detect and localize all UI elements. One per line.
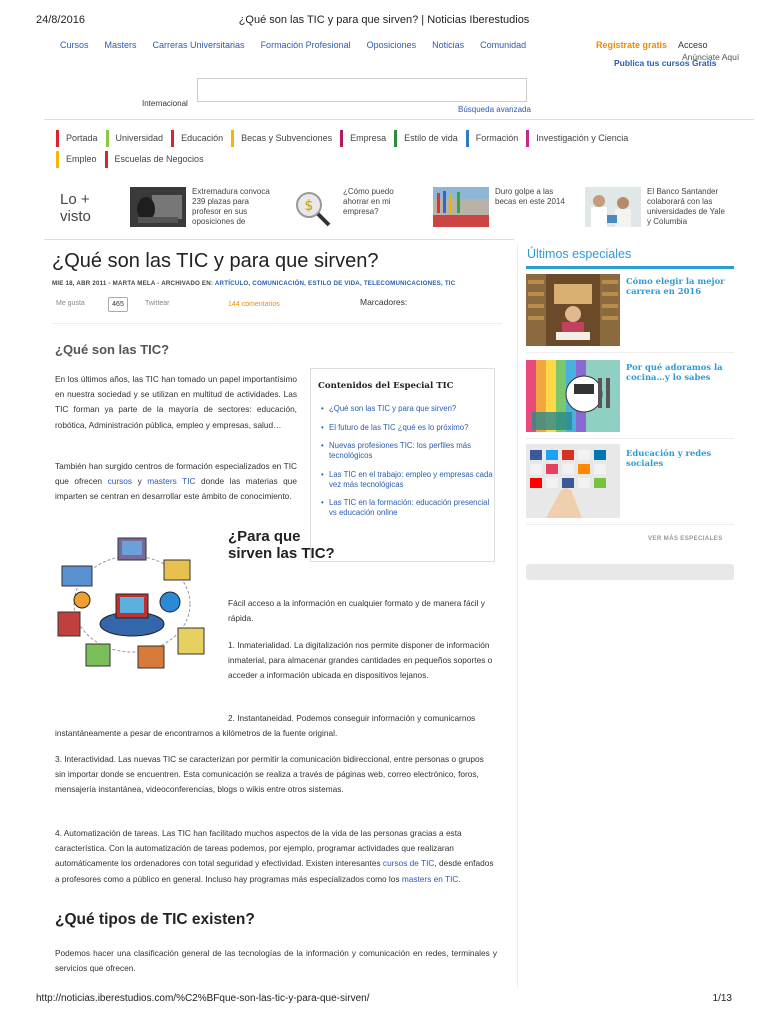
heading-para-que-sirven: ¿Para que sirven las TIC?	[228, 528, 335, 562]
lo-mas-visto-item[interactable]: Extremadura convoca 239 plazas para profesor en sus oposiciones de	[192, 187, 270, 226]
paragraph-facil-acceso: Fácil acceso a la información en cualquier formato y de manera fácil y rápida.	[228, 598, 485, 624]
article-byline: MIE 18, ABR 2011 - MARTA MELA - ARCHIVADO EN:	[52, 280, 215, 287]
heading-tipos-tic: ¿Qué tipos de TIC existen?	[55, 911, 255, 928]
category-educacion[interactable]: Educación	[171, 130, 231, 147]
thumb-extremadura[interactable]	[130, 187, 186, 227]
tic-network-illustration	[52, 532, 212, 672]
paragraph-text: donde las materias que imparten se centran en desarrollar este ámbito de conocimiento.	[55, 476, 297, 502]
sidebar-divider	[517, 244, 518, 989]
print-title: ¿Qué son las TIC y para que sirven? | Noticias Iberestudios	[238, 14, 530, 26]
toc-item[interactable]: • ¿Qué son las TIC y para que sirven?	[321, 404, 493, 414]
thumb-santander[interactable]	[585, 187, 641, 227]
paragraph-text: y	[132, 476, 148, 487]
sidebar-separator	[526, 524, 734, 525]
paragraph-text: También han surgido centros de formación especializados en TIC que ofrecen	[55, 461, 297, 487]
paragraph-text: , desde enfados a profesores como a público en general. Incluso hay programas más especializados como los	[55, 858, 494, 884]
toc-item[interactable]: • Las TIC en el trabajo: empleo y empresas cada vez más tecnológicas	[321, 470, 493, 490]
print-date: 24/8/2016	[36, 14, 85, 26]
paragraph-intro: En los últimos años, las TIC han tomado un papel importantísimo en nuestra sociedad y se utilizan en multitud de actividades. Las TIC forman ya parte de la mayoría de sectores: educación, robótica, Administración pública, empleo y empresas, salud…	[55, 374, 297, 430]
sidebar-item[interactable]: Cómo elegir la mejor carrera en 2016	[626, 276, 725, 296]
category-empleo[interactable]: Empleo	[56, 151, 105, 168]
topnav-carreras[interactable]: Carreras Universitarias	[152, 40, 245, 50]
cursos-de-tic-link[interactable]: cursos de TIC	[382, 858, 435, 869]
topnav-noticias[interactable]: Noticias	[432, 40, 465, 50]
thumb-becas[interactable]	[433, 187, 489, 227]
article-meta	[52, 280, 455, 287]
tweet-button[interactable]: Twittear	[145, 300, 170, 307]
lo-mas-visto-item[interactable]: ¿Cómo puedo ahorrar en mi empresa?	[343, 187, 394, 216]
paragraph-clasificacion: Podemos hacer una clasificación general de las tecnologías de la información y comunicación en redes, terminales y servicios que ofrecen.	[55, 948, 497, 974]
like-button[interactable]: Me gusta	[56, 300, 85, 307]
topnav-oposiciones[interactable]: Oposiciones	[366, 40, 417, 50]
masters-tic-link[interactable]: masters TIC	[147, 476, 196, 487]
toc-list	[321, 404, 493, 527]
article-title: ¿Qué son las TIC y para que sirven?	[52, 250, 379, 272]
lo-mas-visto-title: Lo + visto	[60, 191, 91, 225]
toc-item[interactable]: • Las TIC en la formación: educación presencial vs educación online	[321, 498, 493, 518]
lo-mas-visto-item[interactable]: Duro golpe a las becas en este 2014	[495, 187, 565, 206]
category-escuelas-negocios[interactable]: Escuelas de Negocios	[105, 151, 212, 168]
paragraph-instantaneidad: 2. Instantaneidad. Podemos conseguir información y comunicarnos instantáneamente a pesar de encontrarnos a kilómetros de la fuente original.	[55, 713, 476, 739]
category-becas[interactable]: Becas y Subvenciones	[231, 130, 340, 147]
topnav-formacion[interactable]: Formación Profesional	[260, 40, 351, 50]
paragraph-text: 4. Automatización de tareas. Las TIC han facilitado muchos aspectos de la vida de las personas gracias a esta característica. Con la automatización de tareas podemos, por ejemplo, programar actividades que realizaran automáticamente los ordenadores con total seguridad y efectividad. Existen interesantes	[55, 828, 462, 869]
sidebar-title-underline	[526, 266, 734, 269]
masters-en-tic-link[interactable]: masters en TIC	[401, 873, 459, 884]
cursos-link[interactable]: cursos	[107, 476, 133, 487]
bookmarks-label: Marcadores:	[360, 297, 408, 307]
paragraph-centros	[55, 459, 297, 505]
subheading-que-son: ¿Qué son las TIC?	[55, 342, 170, 357]
paragraph-automatizacion	[55, 826, 495, 887]
thumb-ahorrar[interactable]	[283, 187, 339, 227]
topnav-cursos[interactable]: Cursos	[60, 40, 89, 50]
advanced-search-link[interactable]: Búsqueda avanzada	[458, 105, 531, 114]
category-portada[interactable]: Portada	[56, 130, 106, 147]
publish-courses-link[interactable]: Publica tus cursos Gratis	[614, 58, 717, 68]
paragraph-inmaterialidad: 1. Inmaterialidad. La digitalización nos permite disponer de información inmaterial, para almacenar grandes cantidades en pequeños soportes o acceder a información ubicada en dispositivos lejanos.	[228, 640, 493, 681]
like-count: 465	[108, 297, 128, 312]
section-divider	[44, 239, 514, 240]
article-categories[interactable]: ARTÍCULO, COMUNICACIÓN, ESTILO DE VIDA, TELECOMUNICACIONES, TIC	[214, 280, 456, 287]
toc-title: Contenidos del Especial TIC	[318, 381, 454, 391]
search-input[interactable]	[197, 78, 527, 102]
sidebar-thumb-carrera[interactable]	[526, 274, 620, 346]
sidebar-thumb-redes[interactable]	[526, 444, 620, 518]
category-estilo-de-vida[interactable]: Estilo de vida	[394, 130, 466, 147]
sidebar-thumb-cocina[interactable]	[526, 360, 620, 432]
svg-text:$: $	[304, 198, 314, 214]
topnav-comunidad[interactable]: Comunidad	[480, 40, 527, 50]
search-region-label: Internacional	[142, 99, 188, 108]
register-link[interactable]: Regístrate gratis	[596, 40, 668, 50]
print-page-number: 1/13	[712, 993, 732, 1004]
top-nav	[60, 40, 526, 50]
advertise-link[interactable]: Anúnciate Aquí	[682, 52, 740, 62]
paragraph-interactividad: 3. Interactividad. Las nuevas TIC se caracterizan por permitir la comunicación bidireccional, entre personas o grupos sin importar donde se encuentren. Esta comunicación se realiza a través de páginas web, correo electrónico, foros, mensajería instantánea, videoconferencias, blogs o wikis entre otros sistemas.	[55, 754, 484, 795]
sidebar-separator	[526, 352, 734, 353]
category-formacion[interactable]: Formación	[466, 130, 527, 147]
category-universidad[interactable]: Universidad	[106, 130, 172, 147]
category-empresa[interactable]: Empresa	[340, 130, 394, 147]
ver-mas-especiales-link[interactable]: VER MÁS ESPECIALES	[648, 535, 723, 542]
sidebar-separator	[526, 438, 734, 439]
category-investigacion[interactable]: Investigación y Ciencia	[526, 130, 636, 147]
print-url: http://noticias.iberestudios.com/%C2%BFque-son-las-tic-y-para-que-sirven/	[36, 993, 370, 1004]
article-divider	[52, 323, 502, 324]
comments-link[interactable]: 144 comentarios	[228, 301, 280, 308]
sidebar-item[interactable]: Educación y redes sociales	[626, 448, 712, 468]
topnav-masters[interactable]: Masters	[104, 40, 137, 50]
header-divider	[44, 119, 754, 120]
category-nav	[56, 128, 696, 170]
sidebar-title: Últimos especiales	[527, 247, 632, 261]
sidebar-gray-bar	[526, 564, 734, 580]
paragraph-text: .	[458, 873, 461, 884]
toc-item[interactable]: • Nuevas profesiones TIC: los perfiles más tecnológicos	[321, 441, 493, 461]
login-link[interactable]: Acceso	[678, 40, 708, 50]
sidebar-item[interactable]: Por qué adoramos la cocina…y lo sabes	[626, 362, 723, 382]
toc-item[interactable]: • El futuro de las TIC ¿qué es lo próximo?	[321, 423, 493, 433]
lo-mas-visto-item[interactable]: El Banco Santander colaborará con las universidades de Yale y Columbia	[647, 187, 725, 226]
